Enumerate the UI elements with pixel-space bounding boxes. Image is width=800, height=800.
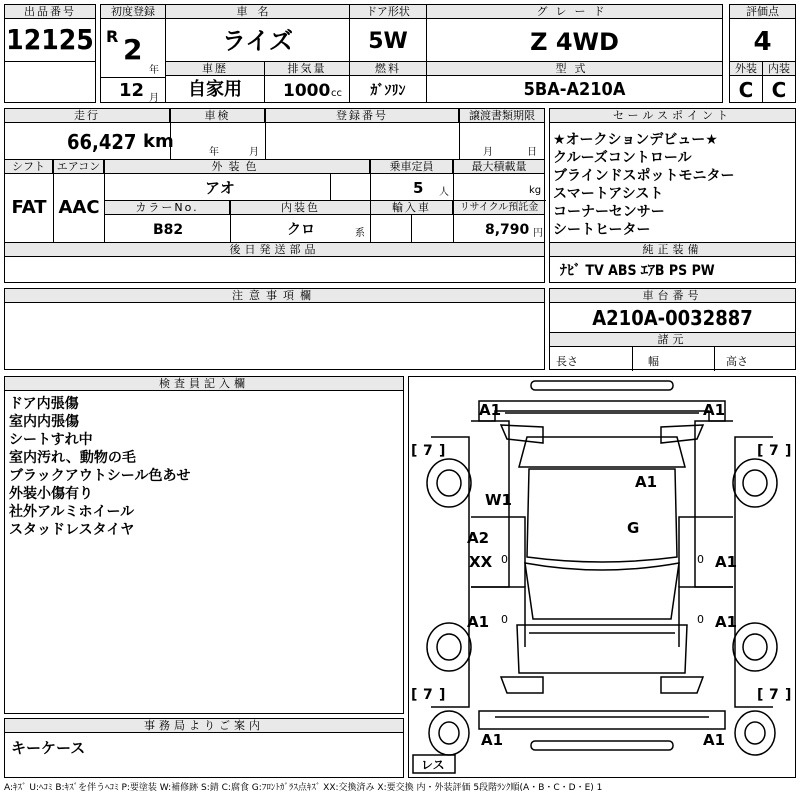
displacement-box xyxy=(264,61,350,103)
sales-point-item: コーナーセンサー xyxy=(553,204,665,220)
svg-text:[: [ xyxy=(411,443,418,459)
era-letter: R xyxy=(106,27,119,46)
svg-text:]: ] xyxy=(439,687,446,703)
fuel-label: 燃料 xyxy=(350,62,426,76)
model-code-label: 型式 xyxy=(427,62,722,76)
max-load-label: 最大積載量 xyxy=(454,160,544,174)
history-box xyxy=(165,61,265,103)
reg-month-unit: 月 xyxy=(149,93,159,104)
score-label: 評価点 xyxy=(730,5,795,19)
int-color-value: クロ xyxy=(287,222,315,238)
first-registration-box xyxy=(100,4,166,103)
mark-w1: W1 xyxy=(485,491,512,509)
notes-box xyxy=(4,288,545,370)
history-value: 自家用 xyxy=(188,79,242,100)
zero-mark: 0 xyxy=(697,613,704,626)
sales-point-item: ブラインドスポットモニター xyxy=(553,168,735,184)
interior-grade-value: C xyxy=(771,78,787,102)
reg-number-label: 登録番号 xyxy=(266,109,459,123)
color-no-value: B82 xyxy=(153,222,184,238)
svg-text:[: [ xyxy=(757,443,764,459)
inspector-item: シートすれ中 xyxy=(9,432,93,448)
zero-mark: 0 xyxy=(501,613,508,626)
chassis-value: A210A-0032887 xyxy=(592,306,753,330)
chassis-box xyxy=(549,288,796,370)
mark-front-right: A1 xyxy=(703,401,726,419)
inspector-item: 室内汚れ、動物の毛 xyxy=(9,450,136,466)
fuel-value: ｶﾞｿﾘﾝ xyxy=(370,83,406,99)
inspection-label: 車検 xyxy=(171,109,265,123)
sales-point-item: クルーズコントロール xyxy=(553,150,692,166)
dim-length-label: 長さ xyxy=(556,355,578,368)
svg-text:]: ] xyxy=(785,443,792,459)
int-color-unit: 系 xyxy=(355,228,365,239)
svg-text:]: ] xyxy=(439,443,446,459)
capacity-value: 5 xyxy=(413,179,424,197)
chassis-label: 車台番号 xyxy=(550,289,795,303)
door-type-value: 5W xyxy=(368,29,408,54)
mark-bottom-left: A1 xyxy=(481,731,504,749)
transfer-month-unit: 月 xyxy=(483,147,493,158)
inspector-box xyxy=(4,376,404,714)
legend-text: A:ｷｽﾞ U:ﾍｺﾐ B:ｷｽﾞを伴うﾍｺﾐ P:要塗装 W:補修跡 S:錆 C:腐食 G:ﾌﾛﾝﾄｶﾞﾗｽ点ｷｽﾞ XX:交換済み X:要交換 内・外装評価 5段階ﾗﾝｸ順(A・B・C・D・E) 1 xyxy=(4,783,603,793)
capacity-label: 乗車定員 xyxy=(371,160,453,174)
dim-height-label: 高さ xyxy=(726,355,748,368)
inspection-year-unit: 年 xyxy=(209,147,219,158)
color-no-label: カラーNo. xyxy=(105,201,230,215)
car-body-diagram xyxy=(409,377,795,777)
ext-color-value: アオ xyxy=(205,179,235,197)
svg-text:]: ] xyxy=(785,687,792,703)
zero-mark: 0 xyxy=(501,553,508,566)
inspector-label: 検査員記入欄 xyxy=(5,377,403,391)
genuine-equipment-label: 純正装備 xyxy=(550,243,795,257)
max-load-unit: kg xyxy=(529,185,542,196)
exterior-grade-label: 外装 xyxy=(730,62,762,76)
inspector-item: ドア内張傷 xyxy=(9,396,79,412)
lot-number-label: 出品番号 xyxy=(5,5,95,19)
tire-rear-left: 7 xyxy=(423,687,433,703)
mark-roof: A1 xyxy=(635,473,658,491)
inspector-list xyxy=(9,395,190,539)
sales-points-box xyxy=(549,108,796,283)
car-name-value: ライズ xyxy=(221,27,294,55)
details-block xyxy=(4,108,545,283)
capacity-unit: 人 xyxy=(439,187,449,198)
recycle-unit: 円 xyxy=(533,228,543,239)
inspection-month-unit: 月 xyxy=(249,147,259,158)
office-value: キーケース xyxy=(11,739,86,757)
car-diagram-box xyxy=(408,376,796,778)
transfer-day-unit: 日 xyxy=(527,147,537,158)
mark-right-mid: A1 xyxy=(715,553,738,571)
inspector-item: 室内内張傷 xyxy=(9,414,79,430)
tire-rear-right: 7 xyxy=(769,687,779,703)
car-name-box xyxy=(165,4,350,62)
displacement-value: 1000 xyxy=(283,81,331,101)
tire-front-left: 7 xyxy=(423,443,433,459)
displacement-label: 排気量 xyxy=(265,62,349,76)
dimensions-label: 諸元 xyxy=(550,333,795,347)
svg-text:[: [ xyxy=(757,687,764,703)
reg-year-value: 2 xyxy=(123,33,143,66)
spare-tire-value: レス xyxy=(421,758,445,772)
tire-front-right: 7 xyxy=(769,443,779,459)
first-registration-label: 初度登録 xyxy=(101,5,165,19)
reg-month-value: 12 xyxy=(119,80,145,101)
grade-box xyxy=(426,4,723,62)
inspector-item: スタッドレスタイヤ xyxy=(9,522,135,538)
genuine-equipment-value: ﾅﾋﾞ TV ABS ｴｱB PS PW xyxy=(560,263,715,279)
ext-color-label: 外装色 xyxy=(105,160,370,174)
transfer-doc-label: 譲渡書類期限 xyxy=(460,109,544,123)
fuel-box xyxy=(349,61,427,103)
mileage-unit: km xyxy=(143,131,174,152)
sales-point-item: ★オークションデビュー★ xyxy=(553,132,718,148)
sales-points-label: セールスポイント xyxy=(550,109,795,123)
door-type-box xyxy=(349,4,427,62)
office-box xyxy=(4,718,404,778)
grade-label: グレード xyxy=(427,5,722,19)
displacement-unit: cc xyxy=(331,88,342,99)
interior-grade-box xyxy=(762,61,796,103)
mark-front-left: A1 xyxy=(479,401,502,419)
dim-width-label: 幅 xyxy=(648,355,659,368)
mark-xx: XX xyxy=(469,553,493,571)
mark-bottom-right: A1 xyxy=(703,731,726,749)
model-code-value: 5BA-A210A xyxy=(523,79,626,100)
inspector-item: 外装小傷有り xyxy=(9,486,93,502)
car-name-label: 車名 xyxy=(166,5,349,19)
int-color-label: 内装色 xyxy=(231,201,371,215)
history-label: 車歴 xyxy=(166,62,264,76)
interior-grade-label: 内装 xyxy=(763,62,795,76)
exterior-grade-value: C xyxy=(738,78,754,102)
score-box xyxy=(729,4,796,62)
svg-text:[: [ xyxy=(411,687,418,703)
import-label: 輸入車 xyxy=(371,201,453,215)
mileage-label: 走行 xyxy=(5,109,170,123)
aircon-value: AAC xyxy=(58,197,100,218)
exterior-grade-box xyxy=(729,61,763,103)
shift-label: シフト xyxy=(5,160,53,174)
inspector-item: ブラックアウトシール色あせ xyxy=(9,468,191,484)
score-value: 4 xyxy=(753,27,772,57)
lot-number-value: 12125 xyxy=(6,23,94,56)
grade-value: Z 4WD xyxy=(530,28,619,56)
shift-value: FAT xyxy=(11,197,47,218)
lot-number-box xyxy=(4,4,96,62)
recycle-label: リサイクル預託金 xyxy=(454,201,544,215)
door-type-label: ドア形状 xyxy=(350,5,426,19)
inspector-item: 社外アルミホイール xyxy=(9,504,135,520)
later-parts-label: 後日発送部品 xyxy=(5,243,544,257)
recycle-value: 8,790 xyxy=(485,222,530,238)
mark-glass: G xyxy=(627,519,640,537)
sales-point-item: シートヒーター xyxy=(553,222,651,238)
mark-a2: A2 xyxy=(467,529,490,547)
sales-point-item: スマートアシスト xyxy=(553,186,664,202)
mark-left-rear: A1 xyxy=(467,613,490,631)
notes-label: 注意事項欄 xyxy=(5,289,544,303)
mileage-value: 66,427 xyxy=(67,130,137,154)
mark-right-rear: A1 xyxy=(715,613,738,631)
model-code-box xyxy=(426,61,723,103)
reg-year-unit: 年 xyxy=(149,65,159,76)
lot-number-lower-box xyxy=(4,61,96,103)
office-label: 事務局よりご案内 xyxy=(5,719,403,733)
sales-points-list xyxy=(553,131,734,239)
aircon-label: エアコン xyxy=(54,160,104,174)
zero-mark: 0 xyxy=(697,553,704,566)
